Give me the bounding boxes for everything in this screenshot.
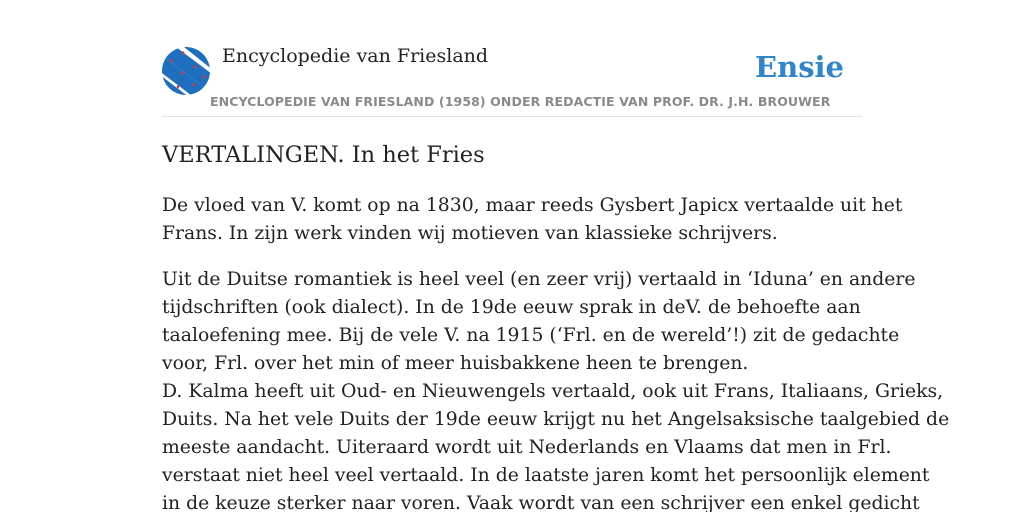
text-line: Uit de Duitse romantiek is heel veel (en zeer vrij) vertaald in ‘Iduna’ en andere xyxy=(162,269,916,290)
text-line: voor, Frl. over het min of meer huisbakkene heen te brengen. xyxy=(162,353,749,374)
site-header xyxy=(162,44,862,117)
ensie-logo[interactable]: Ensie xyxy=(755,50,844,84)
text-line: Frans. In zijn werk vinden wij motieven van klassieke schrijvers. xyxy=(162,223,778,244)
article-paragraph xyxy=(162,192,903,248)
text-line: meeste aandacht. Uiteraard wordt uit Nederlands en Vlaams dat men in Frl. xyxy=(162,437,892,458)
text-line: De vloed van V. komt op na 1830, maar reeds Gysbert Japicx vertaalde uit het xyxy=(162,195,903,216)
source-title[interactable]: Encyclopedie van Friesland xyxy=(222,45,489,67)
article xyxy=(162,140,950,512)
article-title: VERTALINGEN. In het Fries xyxy=(162,142,485,168)
text-line: Duits. Na het vele Duits der 19de eeuw krijgt nu het Angelsaksische taalgebied de xyxy=(162,409,950,430)
text-line: taaloefening mee. Bij de vele V. na 1915 (‘Frl. en de wereld’!) zit de gedachte xyxy=(162,325,900,346)
text-line: in de keuze sterker naar voren. Vaak wordt van een schrijver een enkel gedicht xyxy=(162,493,920,512)
text-line: tijdschriften (ook dialect). In de 19de eeuw sprak in deV. de behoefte aan xyxy=(162,297,861,318)
frisian-flag-logo[interactable] xyxy=(162,47,210,95)
article-paragraph xyxy=(162,266,950,512)
source-subtitle: ENCYCLOPEDIE VAN FRIESLAND (1958) ONDER REDACTIE VAN PROF. DR. J.H. BROUWER xyxy=(210,94,831,109)
text-line: verstaat niet heel veel vertaald. In de laatste jaren komt het persoonlijk element xyxy=(162,465,930,486)
text-line: D. Kalma heeft uit Oud- en Nieuwengels vertaald, ook uit Frans, Italiaans, Grieks, xyxy=(162,381,944,402)
